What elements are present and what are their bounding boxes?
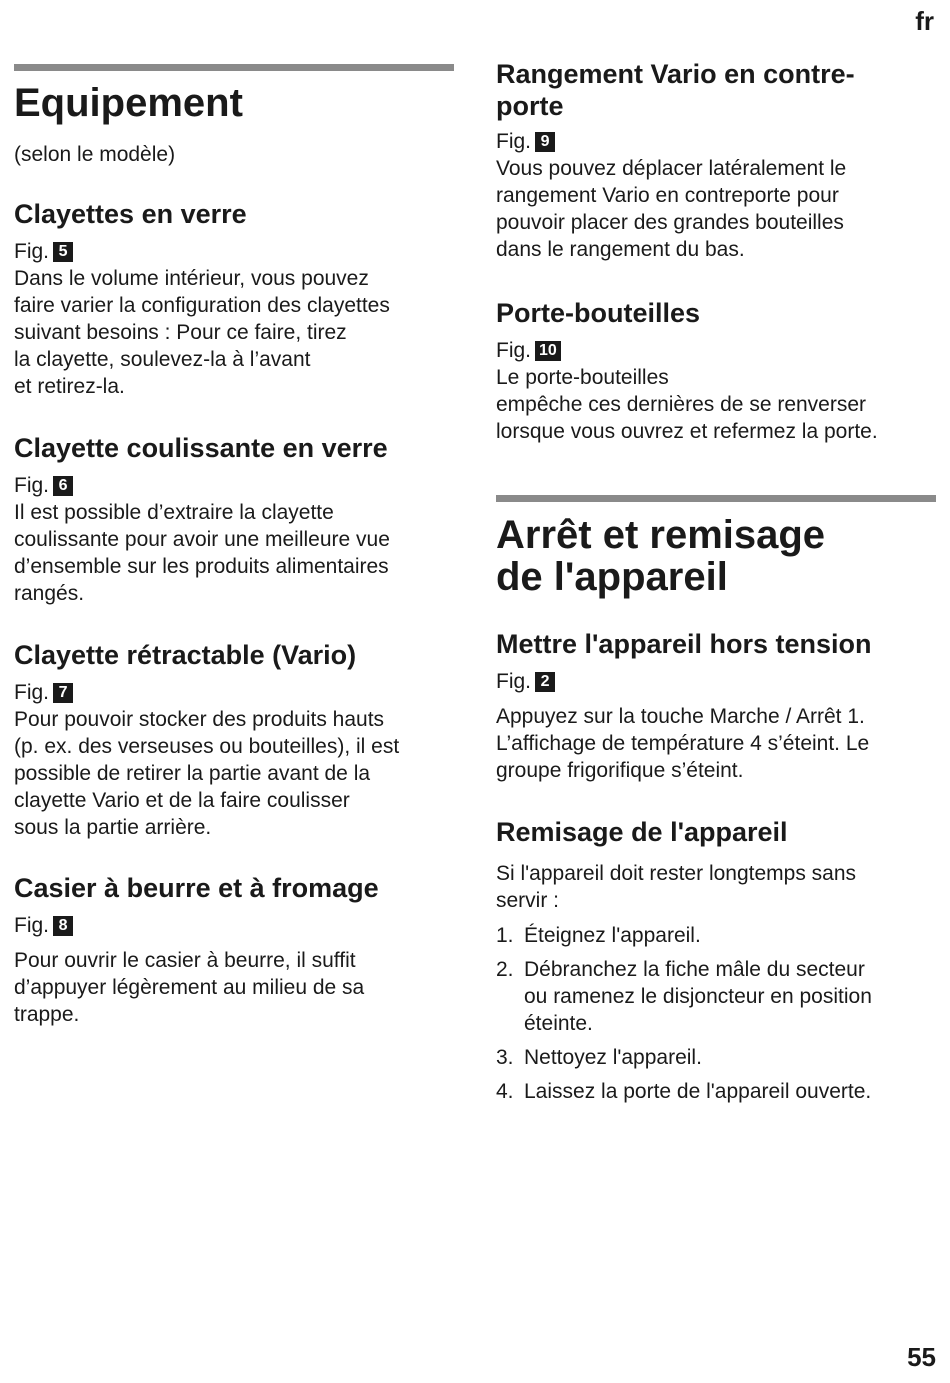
text-line: Laissez la porte de l'appareil ouverte. bbox=[524, 1080, 872, 1103]
figure-number: 10 bbox=[535, 341, 561, 361]
text-line: clayette Vario et de la faire coulisser bbox=[14, 789, 350, 812]
page-number: 55 bbox=[907, 1342, 936, 1372]
figure-number: 6 bbox=[53, 476, 73, 496]
section-clayettes-verre bbox=[14, 198, 454, 400]
figure-ref bbox=[496, 668, 936, 695]
text-line: Il est possible d’extraire la clayette bbox=[14, 501, 334, 524]
text-line: (p. ex. des verseuses ou bouteilles), il est bbox=[14, 735, 400, 758]
heading-line: Rangement Vario en contre- bbox=[496, 59, 855, 89]
section-rule bbox=[14, 64, 454, 71]
text-line: coulissante pour avoir une meilleure vue bbox=[14, 528, 390, 551]
figure-ref bbox=[14, 679, 454, 706]
figure-ref bbox=[14, 472, 454, 499]
text-line: éteinte. bbox=[524, 1012, 593, 1035]
figure-label: Fig. bbox=[496, 339, 532, 362]
section-heading bbox=[496, 58, 936, 122]
text-line: Pour ouvrir le casier à beurre, il suffit bbox=[14, 949, 356, 972]
section-heading: Casier à beurre et à fromage bbox=[14, 873, 379, 903]
text-line: dans le rangement du bas. bbox=[496, 238, 745, 261]
chapter-title bbox=[496, 514, 825, 598]
body-text bbox=[496, 703, 936, 784]
text-line: rangés. bbox=[14, 582, 85, 605]
intro-text bbox=[496, 860, 936, 914]
body-text bbox=[496, 364, 936, 445]
section-heading: Mettre l'appareil hors tension bbox=[496, 629, 872, 659]
text-line: ou ramenez le disjoncteur en position bbox=[524, 985, 872, 1008]
title-line: Arrêt et remisage bbox=[496, 513, 826, 557]
section-clayette-coulissante bbox=[14, 432, 454, 607]
steps-list bbox=[496, 922, 936, 1105]
text-line: pouvoir placer des grandes bouteilles bbox=[496, 211, 844, 234]
text-line: lorsque vous ouvrez et refermez la porte. bbox=[496, 420, 878, 443]
figure-number: 8 bbox=[53, 916, 73, 936]
step-number: 2. bbox=[496, 958, 514, 981]
text-line: faire varier la configuration des clayettes bbox=[14, 294, 390, 317]
step-number: 3. bbox=[496, 1046, 514, 1069]
list-item bbox=[496, 1044, 936, 1071]
text-line: Vous pouvez déplacer latéralement le bbox=[496, 157, 847, 180]
list-item bbox=[496, 956, 936, 1037]
figure-ref bbox=[496, 337, 936, 364]
text-line: d’ensemble sur les produits alimentaires bbox=[14, 555, 389, 578]
text-line: empêche ces dernières de se renverser bbox=[496, 393, 867, 416]
body-text bbox=[14, 265, 454, 400]
section-heading: Porte-bouteilles bbox=[496, 298, 701, 328]
text-line: Dans le volume intérieur, vous pouvez bbox=[14, 267, 369, 290]
figure-label: Fig. bbox=[496, 130, 532, 153]
figure-ref bbox=[14, 912, 454, 939]
figure-ref bbox=[496, 128, 936, 155]
text-line: Pour pouvoir stocker des produits hauts bbox=[14, 708, 385, 731]
text-line: servir : bbox=[496, 889, 559, 912]
text-line: trappe. bbox=[14, 1003, 80, 1026]
section-heading: Clayettes en verre bbox=[14, 199, 247, 229]
section-rangement-vario bbox=[496, 58, 936, 263]
figure-number: 7 bbox=[53, 683, 73, 703]
text-line: Débranchez la fiche mâle du secteur bbox=[524, 958, 865, 981]
body-text bbox=[496, 155, 936, 263]
list-item bbox=[496, 922, 936, 949]
text-line: Éteignez l'appareil. bbox=[524, 924, 701, 947]
body-text bbox=[14, 706, 454, 841]
figure-label: Fig. bbox=[14, 681, 50, 704]
step-number: 1. bbox=[496, 924, 514, 947]
text-line: Le porte-bouteilles bbox=[496, 366, 669, 389]
subtitle: (selon le modèle) bbox=[14, 143, 176, 166]
figure-label: Fig. bbox=[14, 474, 50, 497]
text-line: d’appuyer légèrement au milieu de sa bbox=[14, 976, 365, 999]
section-heading: Clayette rétractable (Vario) bbox=[14, 640, 357, 670]
section-casier-beurre bbox=[14, 872, 454, 1028]
body-text bbox=[14, 499, 454, 607]
text-line: et retirez-la. bbox=[14, 375, 125, 398]
body-text bbox=[14, 947, 454, 1028]
text-line: Appuyez sur la touche Marche / Arrêt 1. bbox=[496, 705, 865, 728]
list-item bbox=[496, 1078, 936, 1105]
title-line: de l'appareil bbox=[496, 555, 728, 599]
text-line: suivant besoins : Pour ce faire, tirez bbox=[14, 321, 347, 344]
text-line: Si l'appareil doit rester longtemps sans bbox=[496, 862, 857, 885]
figure-number: 5 bbox=[53, 242, 73, 262]
figure-number: 2 bbox=[535, 672, 555, 692]
step-number: 4. bbox=[496, 1080, 514, 1103]
text-line: possible de retirer la partie avant de la bbox=[14, 762, 371, 785]
text-line: sous la partie arrière. bbox=[14, 816, 212, 839]
figure-label: Fig. bbox=[14, 240, 50, 263]
heading-line: porte bbox=[496, 91, 564, 121]
figure-ref bbox=[14, 238, 454, 265]
figure-label: Fig. bbox=[496, 670, 532, 693]
text-line: rangement Vario en contreporte pour bbox=[496, 184, 839, 207]
figure-number: 9 bbox=[535, 132, 555, 152]
page-title: Equipement bbox=[14, 81, 243, 125]
section-rule bbox=[496, 495, 936, 502]
text-line: la clayette, soulevez-la à l’avant bbox=[14, 348, 311, 371]
section-remisage bbox=[496, 816, 936, 1105]
section-hors-tension bbox=[496, 628, 936, 784]
text-line: L’affichage de température 4 s’éteint. Le bbox=[496, 732, 870, 755]
language-tag: fr bbox=[915, 6, 934, 36]
figure-label: Fig. bbox=[14, 914, 50, 937]
text-line: Nettoyez l'appareil. bbox=[524, 1046, 702, 1069]
section-heading: Clayette coulissante en verre bbox=[14, 433, 388, 463]
section-heading: Remisage de l'appareil bbox=[496, 817, 788, 847]
section-clayette-vario bbox=[14, 639, 454, 841]
section-porte-bouteilles bbox=[496, 297, 936, 445]
text-line: groupe frigorifique s’éteint. bbox=[496, 759, 744, 782]
